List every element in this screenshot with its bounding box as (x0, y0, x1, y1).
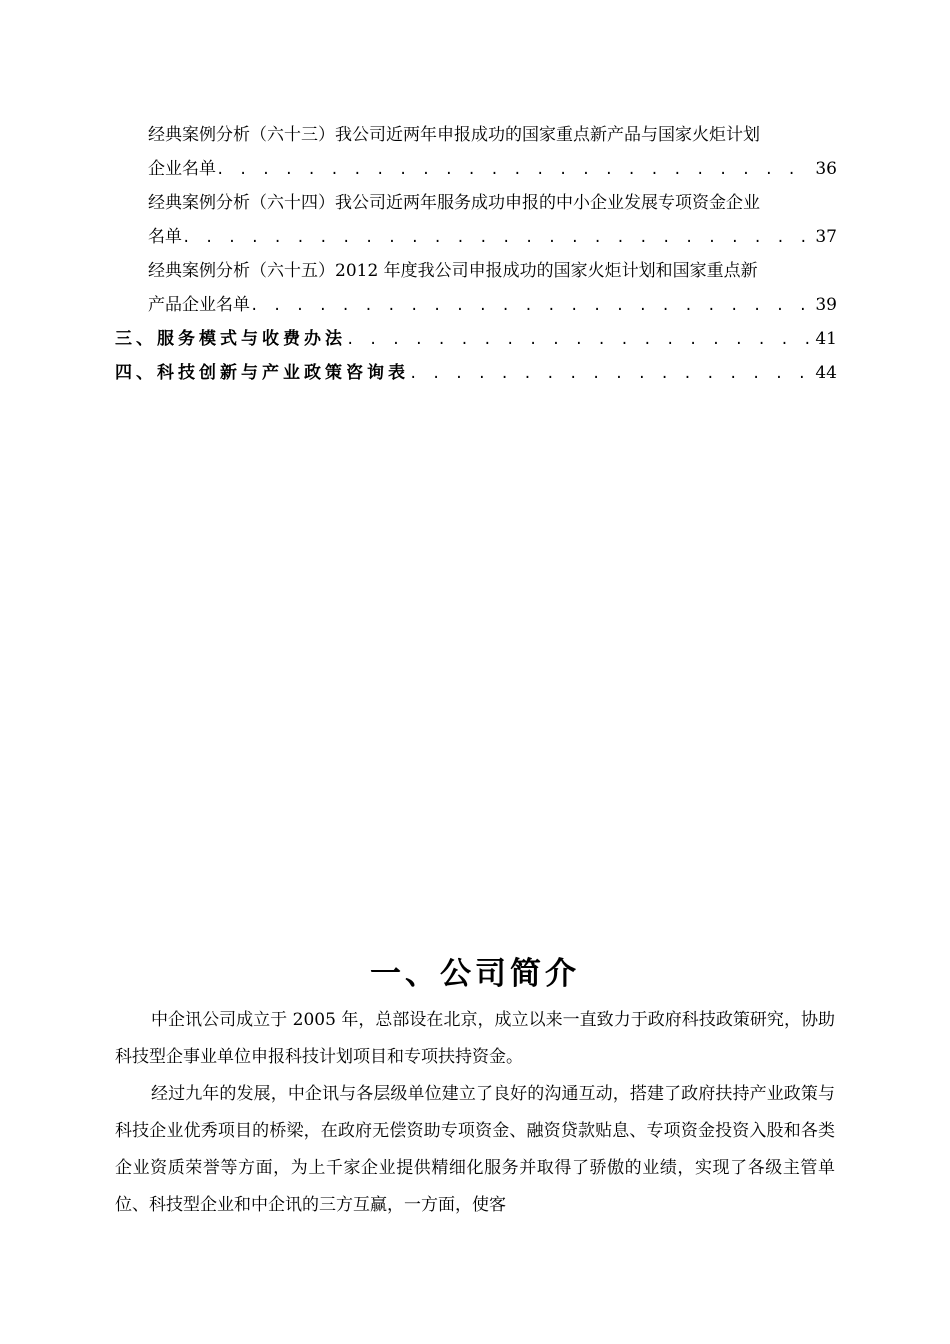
toc-entry-text: 经典案例分析（六十五）2012 年度我公司申报成功的国家火炬计划和国家重点新 (148, 261, 758, 281)
toc-section-3[interactable] (115, 322, 837, 356)
toc-page-number: 44 (815, 363, 837, 383)
section-heading: 一、公司简介 (370, 956, 580, 992)
toc-entry-63-line2[interactable] (115, 152, 837, 186)
toc-entry-65-line1[interactable] (115, 254, 837, 288)
toc-entry-64-line2[interactable] (115, 220, 837, 254)
toc-page-number: 36 (815, 159, 837, 179)
table-of-contents (115, 118, 837, 390)
toc-entry-continuation: 企业名单 (148, 159, 216, 179)
toc-leader-dots (346, 323, 813, 357)
toc-entry-65-line2[interactable] (115, 288, 837, 322)
toc-leader-dots (409, 357, 813, 391)
toc-leader-dots (216, 153, 813, 187)
paragraph: 经过九年的发展，中企讯与各层级单位建立了良好的沟通互动，搭建了政府扶持产业政策与科技企业优秀项目的桥梁，在政府无偿资助专项资金、融资贷款贴息、专项资金投资入股和各类企业资质荣誉等方面，为上千家企业提供精细化服务并取得了骄傲的业绩，实现了各级主管单位、科技型企业和中企讯的三方互赢，一方面，使客 (115, 1084, 835, 1215)
toc-entry-63-line1[interactable] (115, 118, 837, 152)
toc-entry-continuation: 名单 (148, 227, 182, 247)
toc-entry-64-line1[interactable] (115, 186, 837, 220)
toc-section-text: 三、服务模式与收费办法 (115, 329, 346, 349)
toc-entry-text: 经典案例分析（六十四）我公司近两年服务成功申报的中小企业发展专项资金企业 (148, 193, 760, 213)
toc-leader-dots (182, 221, 813, 255)
toc-section-text: 四、科技创新与产业政策咨询表 (115, 363, 409, 383)
section-body (115, 1002, 835, 1224)
paragraph: 中企讯公司成立于 2005 年，总部设在北京，成立以来一直致力于政府科技政策研究，协助科技型企事业单位申报科技计划项目和专项扶持资金。 (115, 1010, 835, 1067)
toc-entry-text: 经典案例分析（六十三）我公司近两年申报成功的国家重点新产品与国家火炬计划 (148, 125, 760, 145)
toc-page-number: 41 (815, 329, 837, 349)
toc-leader-dots (250, 289, 813, 323)
toc-page-number: 39 (815, 295, 837, 315)
toc-entry-continuation: 产品企业名单 (148, 295, 250, 315)
toc-section-4[interactable] (115, 356, 837, 390)
toc-page-number: 37 (815, 227, 837, 247)
